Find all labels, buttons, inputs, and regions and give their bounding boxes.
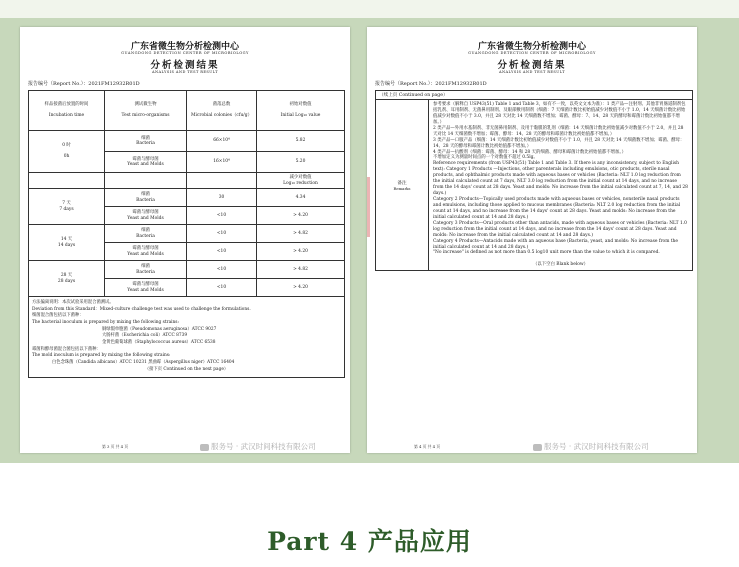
header-initial xyxy=(257,91,345,131)
time-cell xyxy=(29,189,105,225)
microbe-en: Bacteria xyxy=(136,141,155,146)
microbe-en: Yeast and Molds xyxy=(127,251,164,257)
table-row xyxy=(29,225,345,243)
count-cell: 30 xyxy=(187,189,257,207)
microbe-cn: 霉菌与酵母菌 xyxy=(132,156,159,162)
header-microbe xyxy=(105,91,187,131)
time-cn: 28 天 xyxy=(60,273,73,278)
count-cell: <10 xyxy=(187,225,257,243)
remark-paragraph: Category 3 Products—Oral products other than antacids, made with aqueous bases or vehicles (Bacteria: NLT 1.0 log reduction from the initial count at 14 days, and no increase from the 14 days' count at 28 days. Yeast and molds: No increase from the initial calculated count at 14 and 28 days.) xyxy=(433,220,687,238)
note-line: 细菌混合菌包括以下菌种： xyxy=(32,313,84,319)
remark-paragraph: Category 2 Products—Topically used products made with aqueous bases or vehicles, nonsterile nasal products and emulsions, including those applied to mucous membranes (Bacteria: NLT 2.0 log reduction from the initial count at 14 days, and no increase from the 14 days' count at 28 days. Yeast and molds: No increase from the initial calculated count at 14 and 28 days.) xyxy=(433,197,681,220)
microbe-en: Yeast and Molds xyxy=(127,215,164,221)
microbe-cell xyxy=(105,207,187,225)
continued-caption: （续上页 Continued on page） xyxy=(376,91,692,100)
microbe-en: Bacteria xyxy=(136,269,155,275)
header-incubation xyxy=(29,91,105,131)
org-name: 广东省微生物分析检测中心 xyxy=(130,42,239,52)
remark-paragraph: 参考要求（解释自 USP43(51) Table 1 and Table 3，如有不一致，以英文文本为准）：1 类产品—注射剂、其他非胃肠道制剂包括乳剂、耳用制剂、无菌鼻用制剂、及眼部敷用制剂（细菌：7 天细菌计数比初始值减少对数值不小于 1.0，14 天细菌计数比初始值减少对数值不小于 3.0，并且 28 天对比 14 天细菌数不增加；霉菌、酵母：7、14、28 天的酵母和霉菌计数比初始值都不增加。） xyxy=(433,102,686,125)
microbe-en: Bacteria xyxy=(136,197,155,203)
microbe-cn: 细菌 xyxy=(141,228,150,233)
value-cell: 4.34 xyxy=(257,189,345,207)
report-number: 报告编号（Report No.）：2021FM12932R01D xyxy=(28,81,140,87)
note-line: 方法偏离说明：本次试验采用混合菌测试。 xyxy=(32,300,114,305)
count-cell: <10 xyxy=(187,261,257,279)
header-incubation-cn: 样品接菌后放置的时间 xyxy=(44,102,89,108)
microbe-cn: 细菌 xyxy=(141,264,150,269)
org-name: 广东省微生物分析检测中心 xyxy=(477,42,586,52)
value-cell: > 4.20 xyxy=(257,279,345,297)
report-title-en: ANALYSIS AND TEST RESULT xyxy=(151,70,219,74)
top-bar xyxy=(0,0,739,18)
time-en: 7 days xyxy=(59,206,74,212)
blank-cell xyxy=(29,173,105,189)
report-number: 报告编号（Report No.）：2021FM12932R01D xyxy=(375,81,487,87)
microbe-cn: 霉菌与酵母菌 xyxy=(132,210,159,215)
time-cell xyxy=(29,225,105,261)
time-cell xyxy=(29,131,105,173)
reduction-header-row xyxy=(29,173,345,189)
value-cell: 5.82 xyxy=(257,131,345,152)
notes-cell xyxy=(29,297,345,378)
table-header-row xyxy=(29,91,345,131)
table-row xyxy=(29,261,345,279)
time-en: 28 days xyxy=(57,278,76,284)
count-cell: <10 xyxy=(187,243,257,261)
value-cell: > 4.20 xyxy=(257,243,345,261)
header-initial-cn: 初始对数值 xyxy=(289,102,312,108)
page-footer: 第 3 页 共 4 页 xyxy=(101,444,129,449)
report-title: 分析检测结果 xyxy=(150,60,220,71)
value-cell: 5.20 xyxy=(257,152,345,173)
microbe-cell xyxy=(105,189,187,207)
header-reduction-cn: 减少对数值 xyxy=(289,175,312,180)
header-microbe-cn: 测试微生物 xyxy=(134,102,157,108)
header-count xyxy=(187,91,257,131)
remark-paragraph: 不增加定义为测量时间点的一个对数值不超过 0.5lg。 xyxy=(433,155,538,161)
header-incubation-en: Incubation time xyxy=(48,113,85,119)
remark-paragraph: Reference requirements (from USP43(51) Table 1 and Table 3. If there is any inconsistency, subject to English text): Category 1 Products —Injections, other parenterals including emulsions, otic products, sterile nasal products, and ophthalmic products made with aqueous bases or vehicles (Bacteria: NLT 1.0 log reduction from the initial calculated count at 7 days, NLT 3.0 log reduction from the initial count at 14 days, and no increase from the 14 days' count at 28 days. Yeast and molds: No increase from the initial calculated count at 7, 14, and 28 days.) xyxy=(433,161,688,197)
note-line: （接下页 Continued on the next page） xyxy=(144,366,229,372)
header-reduction xyxy=(257,173,345,189)
microbe-en: Yeast and Molds xyxy=(127,287,164,293)
page-footer: 第 4 页 共 4 页 xyxy=(413,444,441,449)
note-line: 金黄色葡萄球菌（Staphylococcus aureus）ATCC 6538 xyxy=(102,339,216,345)
remarks-label-cn: 备注 xyxy=(397,180,407,186)
remark-paragraph: Category 4 Products—Antacids made with an aqueous base (Bacteria, yeast, and molds: No increase from the initial calculated count at 14 and 28 days.) xyxy=(433,238,678,250)
note-line: The bacterial inoculum is prepared by mixing the following strains: xyxy=(32,319,179,325)
remark-paragraph: 2 类产品—外用水基制剂、非无菌鼻用制剂、及用于黏膜的乳剂（细菌：14 天细菌计数比初始值减少对数值不小于 2.0，并且 28 天对比 14 天细菌数不增加；霉菌、酵母：14、28 天的酵母和霉菌计数比初始值都不增加。） xyxy=(433,125,684,137)
org-name-en: GUANGDONG DETECTION CENTER OF MICROBIOLOGY xyxy=(468,51,596,55)
notes-row xyxy=(29,297,345,378)
header-count-en: Microbial colonies（cfu/g） xyxy=(191,113,252,119)
remark-paragraph: "No increase" is defined as not more than 0.5 log10 unit more than the value to which it is compared. xyxy=(433,250,660,256)
seal-stamp xyxy=(367,177,370,237)
table-row xyxy=(29,189,345,207)
microbe-cn: 细菌 xyxy=(141,135,150,141)
blank-cell xyxy=(105,173,187,189)
report-page-3 xyxy=(20,27,350,453)
note-line: 白色念珠菌（Candida albicans）ATCC 10231 黑曲霉（Aspergillus niger）ATCC 16404 xyxy=(52,359,235,365)
report-title: 分析检测结果 xyxy=(497,60,567,71)
value-cell: > 4.20 xyxy=(257,207,345,225)
header-reduction-en: Log₁₀ reduction xyxy=(283,180,318,186)
note-line: 铜绿假单胞菌（Pseudomonas aeruginosa）ATCC 9027 xyxy=(102,326,217,332)
microbe-cell xyxy=(105,261,187,279)
table-row xyxy=(29,131,345,152)
note-line: 大肠杆菌（Escherichia coli）ATCC 8739 xyxy=(102,333,188,339)
count-cell: 16×10⁴ xyxy=(187,152,257,173)
microbe-cell xyxy=(105,131,187,152)
remarks-row xyxy=(376,100,692,270)
watermark-text: 服务号 · 武汉时间科技有限公司 xyxy=(211,442,316,451)
count-cell: <10 xyxy=(187,279,257,297)
blank-cell xyxy=(187,173,257,189)
microbe-cell xyxy=(105,152,187,173)
header-microbe-en: Test micro-organisms xyxy=(121,113,170,119)
note-line: 霉菌和酵母菌混合菌包括以下菌种： xyxy=(32,346,101,352)
results-table xyxy=(28,90,345,378)
time-en: 0h xyxy=(63,154,70,160)
remarks-label xyxy=(376,100,429,270)
camera-icon xyxy=(200,444,209,451)
count-cell: 66×10⁴ xyxy=(187,131,257,152)
microbe-en: Yeast and Molds xyxy=(127,162,164,167)
remarks-text xyxy=(429,100,692,270)
microbe-cn: 霉菌与酵母菌 xyxy=(132,246,159,251)
value-cell: > 4.82 xyxy=(257,261,345,279)
remarks-table xyxy=(375,90,693,271)
microbe-cn: 细菌 xyxy=(141,192,150,197)
microbe-cn: 霉菌与酵母菌 xyxy=(132,282,159,287)
microbe-en: Bacteria xyxy=(136,233,155,239)
camera-icon xyxy=(533,444,542,451)
remark-paragraph: 3 类产品—口服产品（细菌：14 天细菌计数比初始值减少对数值不小于 1.0，并且 28 天对比 14 天细菌数不增加；霉菌、酵母：14、28 天的酵母和霉菌计数比初始值都不增加。） xyxy=(433,137,685,149)
report-page-4 xyxy=(367,27,697,453)
value-cell: > 4.82 xyxy=(257,225,345,243)
watermark xyxy=(200,441,316,452)
remark-paragraph: （以下空白 Blank below） xyxy=(532,262,589,268)
time-cn: 0 时 xyxy=(62,143,71,149)
microbe-cell xyxy=(105,279,187,297)
time-cell xyxy=(29,261,105,297)
microbe-cell xyxy=(105,225,187,243)
count-cell: <10 xyxy=(187,207,257,225)
time-cn: 7 天 xyxy=(62,201,71,206)
watermark xyxy=(533,441,649,452)
header-count-cn: 菌落总数 xyxy=(212,102,231,108)
remarks-label-en: Remarks xyxy=(393,185,411,191)
org-name-en: GUANGDONG DETECTION CENTER OF MICROBIOLOGY xyxy=(121,51,249,55)
note-line: The mold inoculum is prepared by mixing the following strains: xyxy=(32,353,171,359)
remark-paragraph: 4 类产品—抗酸剂（细菌：霉菌、酵母：14 和 28 天的细菌、酵母和霉菌计数比初始值都不增加。） xyxy=(433,149,626,155)
section-heading: Part 4 产品应用 xyxy=(267,527,472,556)
microbe-cell xyxy=(105,243,187,261)
note-line: Deviation from this Standard：Mixed-culture challenge test was used to challenge the formulations. xyxy=(32,306,251,312)
header-initial-en: Initial Log₁₀ value xyxy=(280,113,321,119)
time-cn: 14 天 xyxy=(60,237,73,242)
report-title-en: ANALYSIS AND TEST RESULT xyxy=(498,70,566,74)
time-en: 14 days xyxy=(57,242,76,248)
watermark-text: 服务号 · 武汉时间科技有限公司 xyxy=(544,442,649,451)
